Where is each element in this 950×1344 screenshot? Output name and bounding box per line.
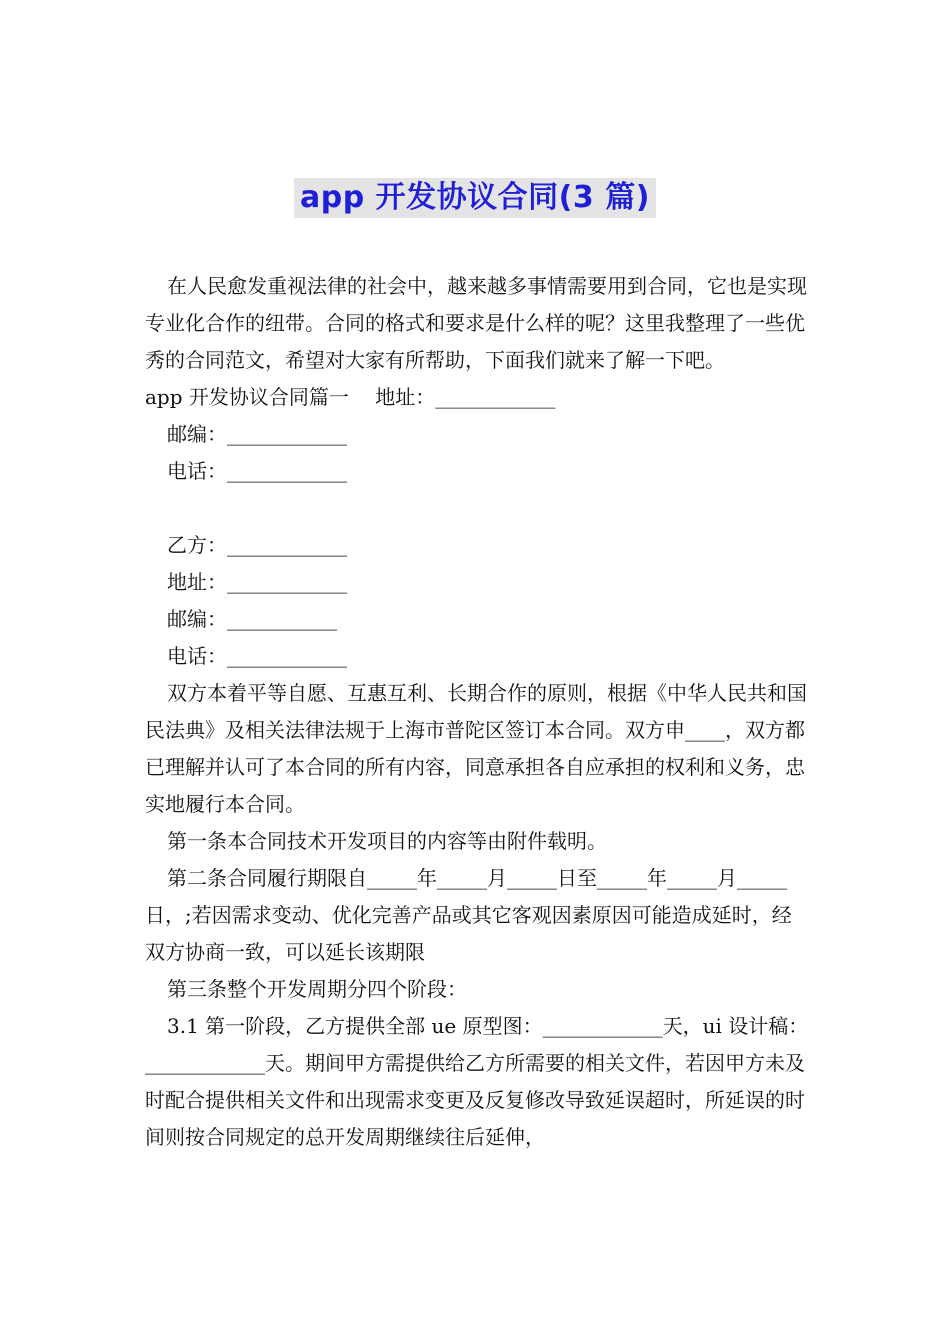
party-b-address-field: 地址：____________ (167, 570, 347, 594)
document-title: app 开发协议合同(3 篇) (294, 178, 656, 218)
contract-heading-line: app 开发协议合同篇一 地址：____________ (145, 385, 556, 409)
article-2: 第二条合同履行期限自_____年_____月_____日至_____年_____月_____日，;若因需求变动、优化完善产品或其它客观因素原因可能造成延时，经双方协商一致，可以延长该期限 (145, 866, 792, 964)
intro-paragraph: 在人民愈发重视法律的社会中，越来越多事情需要用到合同，它也是实现专业化合作的纽带。合同的格式和要求是什么样的呢？这里我整理了一些优秀的合同范文，希望对大家有所帮助，下面我们就来了解一下吧。 (145, 274, 807, 372)
spacer (145, 490, 810, 527)
party-b-phone-field: 电话：____________ (167, 644, 347, 668)
agreement-paragraph: 双方本着平等自愿、互惠互利、长期合作的原则，根据《中华人民共和国民法典》及相关法律法规于上海市普陀区签订本合同。双方申____，双方都已理解并认可了本合同的所有内容，同意承担各自应承担的权利和义务，忠实地履行本合同。 (145, 681, 807, 816)
party-b-postcode-field: 邮编：___________ (167, 607, 337, 631)
title-wrap (0, 178, 950, 218)
article-1: 第一条本合同技术开发项目的内容等由附件载明。 (167, 829, 607, 853)
document-body (145, 268, 810, 1156)
article-3: 第三条整个开发周期分四个阶段： (167, 977, 467, 1001)
party-a-phone-field: 电话：____________ (167, 459, 347, 483)
article-3-1: 3.1 第一阶段，乙方提供全部 ue 原型图：____________天，ui 设计稿：____________天。期间甲方需提供给乙方所需要的相关文件，若因甲方未及时配合提供相关文件和出现需求变更及反复修改导致延误超时，所延误的时间则按合同规定的总开发周期继续往后延伸， (145, 1014, 809, 1149)
party-b-name-field: 乙方：____________ (167, 533, 347, 557)
party-a-postcode-field: 邮编：____________ (167, 422, 347, 446)
